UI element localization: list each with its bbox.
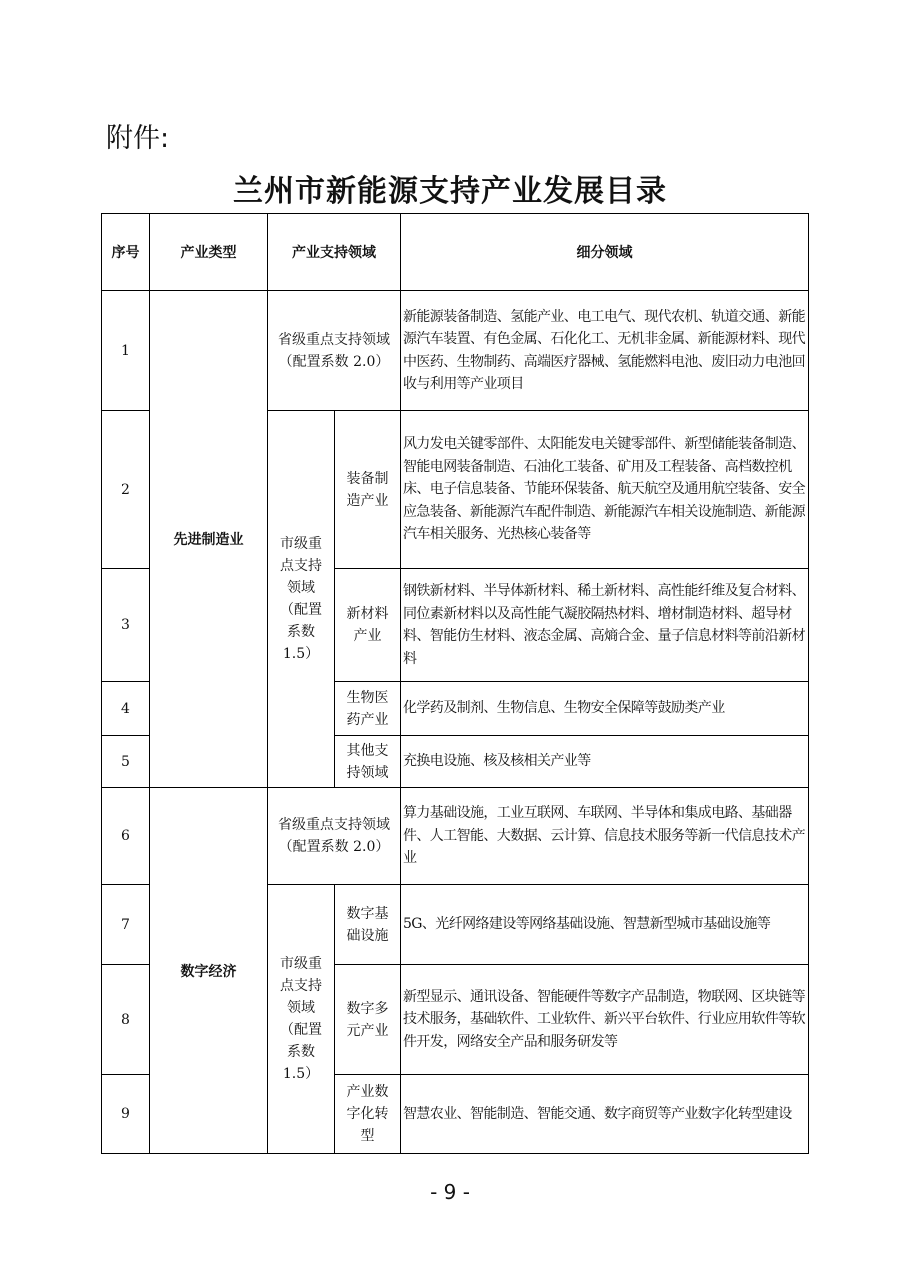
table-row	[102, 291, 809, 411]
support-area-cell	[268, 885, 335, 1154]
sub-area-detail: 钢铁新材料、半导体新材料、稀土新材料、高性能纤维及复合材料、同位素新材料以及高性能气凝胶隔热材料、增材制造材料、超导材料、智能仿生材料、液态金属、高熵合金、量子信息材料等前沿新材料	[401, 569, 809, 682]
row-seq: 9	[102, 1075, 150, 1154]
header-sub-area: 细分领域	[401, 214, 809, 291]
row-seq: 4	[102, 682, 150, 736]
sub-category-cell	[335, 569, 401, 682]
sub-area-detail: 新能源装备制造、氢能产业、电工电气、现代农机、轨道交通、新能源汽车装置、有色金属、石化化工、无机非金属、新能源材料、现代中医药、生物制药、高端医疗器械、氢能燃料电池、废旧动力电池回收与利用等产业项目	[401, 291, 809, 411]
document-title: 兰州市新能源支持产业发展目录	[233, 174, 667, 209]
sub-category-cell	[335, 1075, 401, 1154]
support-area-cell	[268, 291, 401, 411]
row-seq: 8	[102, 965, 150, 1075]
table-row	[102, 788, 809, 885]
industry-type-cell: 先进制造业	[150, 291, 268, 788]
sub-area-detail: 新型显示、通讯设备、智能硬件等数字产品制造，物联网、区块链等技术服务，基础软件、工业软件、新兴平台软件、行业应用软件等软件开发，网络安全产品和服务研发等	[401, 965, 809, 1075]
row-seq: 6	[102, 788, 150, 885]
sub-area-detail: 风力发电关键零部件、太阳能发电关键零部件、新型储能装备制造、智能电网装备制造、石油化工装备、矿用及工程装备、高档数控机床、电子信息装备、节能环保装备、航天航空及通用航空装备、安全应急装备、新能源汽车配件制造、新能源汽车相关设施制造、新能源汽车相关服务、光热核心装备等	[401, 411, 809, 569]
sub-category-text: 生物医 药产业	[346, 689, 389, 728]
support-area-cell	[268, 411, 335, 788]
sub-area-detail: 5G、光纤网络建设等网络基础设施、智慧新型城市基础设施等	[401, 885, 809, 965]
header-support-area: 产业支持领域	[268, 214, 401, 291]
sub-category-cell	[335, 411, 401, 569]
row-seq: 3	[102, 569, 150, 682]
row-seq: 2	[102, 411, 150, 569]
sub-area-detail: 充换电设施、核及核相关产业等	[401, 736, 809, 788]
sub-area-detail: 算力基础设施，工业互联网、车联网、半导体和集成电路、基础器件、人工智能、大数据、云计算、信息技术服务等新一代信息技术产业	[401, 788, 809, 885]
sub-category-text: 产业数 字化转 型	[346, 1084, 389, 1144]
sub-category-text: 装备制 造产业	[346, 470, 389, 509]
support-area-text: 市级重 点支持 领域 （配置 系数 1.5）	[280, 536, 322, 662]
sub-category-cell	[335, 736, 401, 788]
row-seq: 5	[102, 736, 150, 788]
sub-category-text: 数字基 础设施	[346, 905, 389, 944]
industry-type-cell: 数字经济	[150, 788, 268, 1154]
header-seq: 序号	[102, 214, 150, 291]
row-seq: 1	[102, 291, 150, 411]
row-seq: 7	[102, 885, 150, 965]
sub-area-detail: 智慧农业、智能制造、智能交通、数字商贸等产业数字化转型建设	[401, 1075, 809, 1154]
sub-category-cell	[335, 965, 401, 1075]
sub-category-cell	[335, 885, 401, 965]
support-area-text: 省级重点支持领域 （配置系数 2.0）	[278, 817, 390, 855]
table-header-row	[102, 214, 809, 291]
header-industry-type: 产业类型	[150, 214, 268, 291]
sub-category-cell	[335, 682, 401, 736]
industry-catalog-table	[101, 213, 809, 1154]
support-area-cell	[268, 788, 401, 885]
support-area-text: 市级重 点支持 领域 （配置 系数 1.5）	[280, 956, 322, 1082]
sub-category-text: 其他支 持领域	[346, 742, 389, 781]
sub-area-detail: 化学药及制剂、生物信息、生物安全保障等鼓励类产业	[401, 682, 809, 736]
support-area-text: 省级重点支持领域 （配置系数 2.0）	[278, 331, 390, 370]
sub-category-text: 新材料 产业	[346, 606, 389, 644]
attachment-label: 附件:	[106, 123, 170, 154]
page-number: - 9 -	[430, 1180, 470, 1204]
sub-category-text: 数字多 元产业	[346, 1000, 389, 1039]
